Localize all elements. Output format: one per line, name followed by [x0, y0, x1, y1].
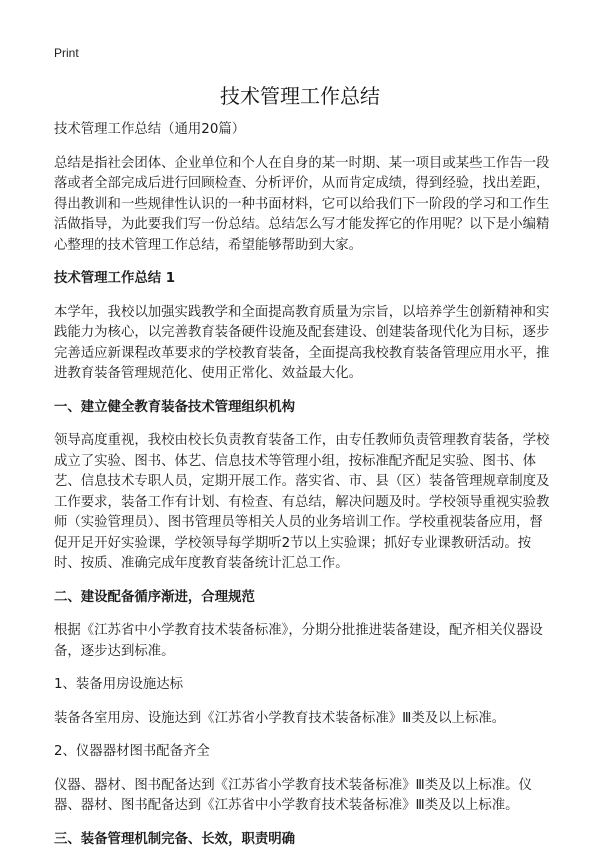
organization-paragraph: 领导高度重视，我校由校长负责教育装备工作，由专任教师负责管理教育装备，学校成立了实验、图书、体艺、信息技术等管理小组，按标准配齐配足实验、图书、体艺、信息技术专职人员，定期开展工作。落实省、市、县（区）装备管理规章制度及工作要求，装备工作有计划、有检查、有总结，解决问题及时。学校领导重视实验教师（实验管理员）、图书管理员等相关人员的业务培训工作。学校重视装备应用，督促开足开好实验课，学校领导每学期听2节以上实验课；抓好专业课教研活动。按时、按质、准确完成年度教育装备统计汇总工作。: [54, 433, 550, 571]
item-2-title: 2、仪器器材图书配备齐全: [54, 744, 210, 759]
section-1-paragraph: 本学年，我校以加强实践教学和全面提高教育质量为宗旨，以培养学生创新精神和实践能力为核心，以完善教育装备硬件设施及配套建设、创建装备现代化为目标，逐步完善适应新课程改革要求的学校教育装备，全面提高我校教育装备管理应用水平，推进教育装备管理规范化、使用正常化、效益最大化。: [54, 304, 550, 381]
construction-paragraph: 根据《江苏省中小学教育技术装备标准》，分期分批推进装备建设，配齐相关仪器设备，逐步达到标准。: [54, 623, 543, 659]
heading-construction: 二、建设配备循序渐进，合理规范: [54, 589, 255, 605]
intro-paragraph: 总结是指社会团体、企业单位和个人在自身的某一时期、某一项目或某些工作告一段落或者全部完成后进行回顾检查、分析评价，从而肯定成绩，得到经验，找出差距，得出教训和一些规律性认识的一种书面材料，它可以给我们下一阶段的学习和工作生活做指导，为此要我们写一份总结。总结怎么写才能发挥它的作用呢？以下是小编精心整理的技术管理工作总结，希望能够帮助到大家。: [54, 155, 550, 253]
heading-organization: 一、建立健全教育装备技术管理组织机构: [54, 399, 296, 415]
item-2-paragraph: 仪器、器材、图书配备达到《江苏省小学教育技术装备标准》Ⅲ类及以上标准。仪器、器材、图书配备达到《江苏省中小学教育技术装备标准》Ⅲ类及以上标准。: [54, 777, 532, 813]
page-title: 技术管理工作总结: [220, 84, 380, 108]
item-1-title: 1、装备用房设施达标: [54, 677, 184, 692]
document-body: [54, 120, 550, 863]
document-subtitle: 技术管理工作总结（通用20篇）: [54, 122, 246, 137]
heading-management: 三、装备管理机制完备、长效，职责明确: [54, 831, 296, 847]
item-1-paragraph: 装备各室用房、设施达到《江苏省小学教育技术装备标准》Ⅲ类及以上标准。: [54, 710, 506, 726]
print-link[interactable]: Print: [54, 46, 79, 60]
section-1-title: 技术管理工作总结 1: [54, 271, 176, 286]
